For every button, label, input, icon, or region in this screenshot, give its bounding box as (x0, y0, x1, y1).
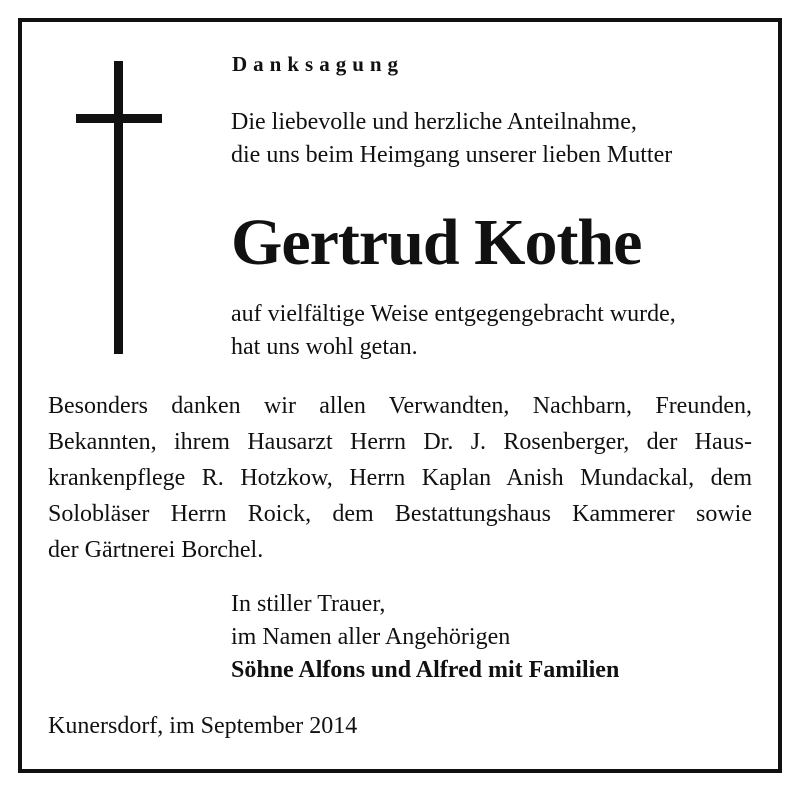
after-name-text (231, 298, 676, 364)
thanks-line-4: Solobläser Herrn Roick, dem Bestattungshaus Kammerer sowie (48, 501, 752, 527)
after-name-line-2: hat uns wohl getan. (231, 334, 418, 360)
signoff-family-names: Söhne Alfons und Alfred mit Familien (231, 657, 620, 683)
cross-horizontal-bar (76, 114, 162, 123)
thanks-line-5: der Gärtnerei Borchel. (48, 537, 264, 563)
intro-line-2: die uns beim Heimgang unserer lieben Mutter (231, 142, 673, 168)
cross-vertical-bar (114, 61, 123, 354)
after-name-line-1: auf vielfältige Weise entgegengebracht wurde, (231, 301, 676, 327)
heading-danksagung: Danksagung (232, 52, 405, 76)
place-date: Kunersdorf, im September 2014 (48, 713, 358, 739)
thanks-line-2: Bekannten, ihrem Hausarzt Herrn Dr. J. Rosenberger, der Haus- (48, 429, 752, 455)
thanks-line-1: Besonders danken wir allen Verwandten, Nachbarn, Freunden, (48, 393, 752, 419)
deceased-name: Gertrud Kothe (231, 206, 642, 279)
signoff-block (231, 588, 619, 687)
intro-line-1: Die liebevolle und herzliche Anteilnahme, (231, 109, 637, 135)
signoff-line-1: In stiller Trauer, (231, 591, 386, 617)
thanks-paragraph (48, 388, 752, 568)
intro-text (231, 106, 672, 172)
thanks-line-3: krankenpflege R. Hotzkow, Herrn Kaplan Anish Mundackal, dem (48, 465, 752, 491)
signoff-line-2: im Namen aller Angehörigen (231, 624, 511, 650)
